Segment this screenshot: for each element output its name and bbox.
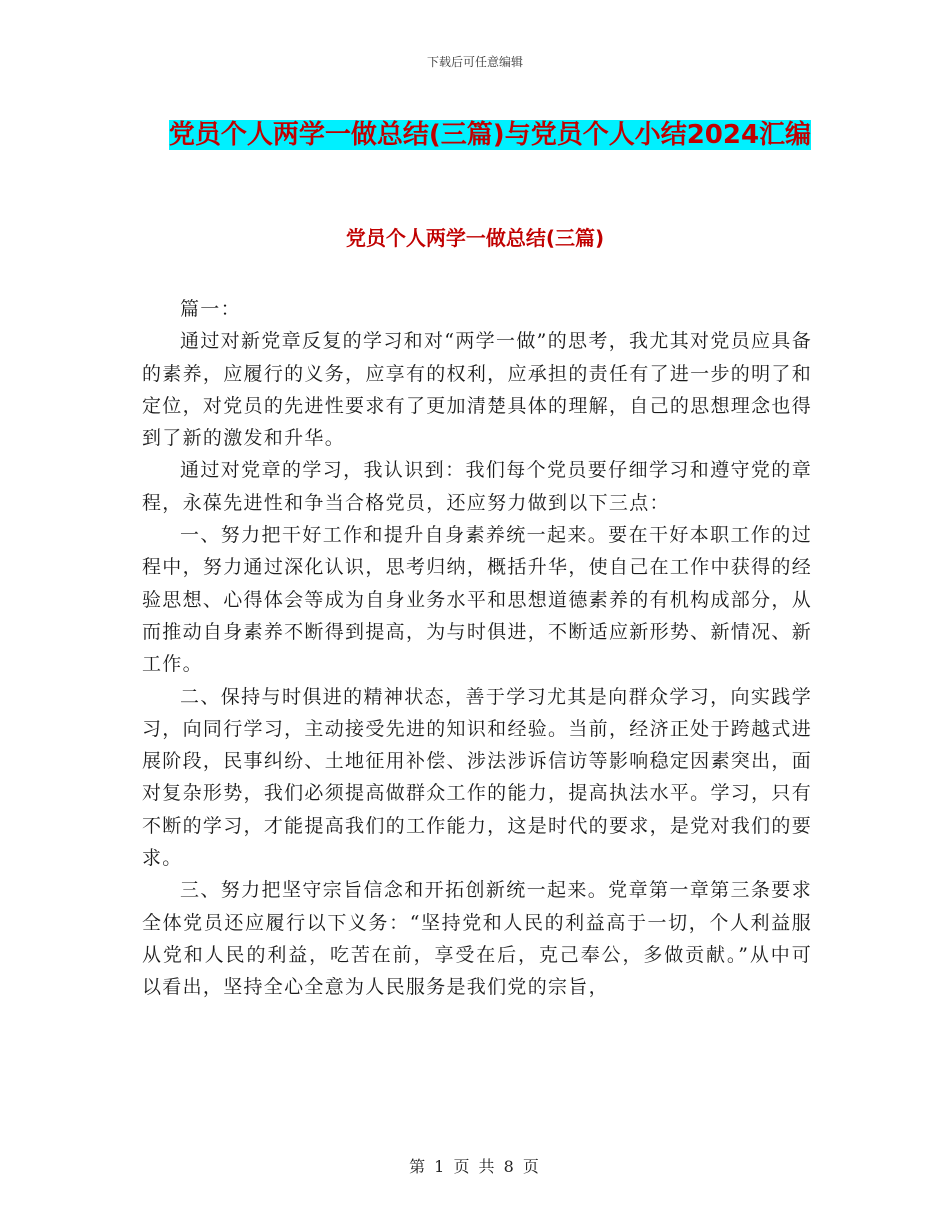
paragraph: 一、努力把干好工作和提升自身素养统一起来。要在干好本职工作的过程中，努力通过深化认识，思考归纳，概括升华，使自己在工作中获得的经验思想、心得体会等成为自身业务水平和思想道德素养的有机构成部分，从而推动自身素养不断得到提高，为与时俱进，不断适应新形势、新情况、新工作。 bbox=[142, 524, 812, 676]
page-number: 第 1 页 共 8 页 bbox=[409, 1157, 541, 1176]
document-title bbox=[150, 112, 830, 158]
paragraph: 通过对党章的学习，我认识到：我们每个党员要仔细学习和遵守党的章程，永葆先进性和争当合格党员，还应努力做到以下三点： bbox=[142, 459, 812, 514]
document-body bbox=[142, 293, 812, 1004]
document-title-text: 党员个人两学一做总结(三篇)与党员个人小结2024汇编 bbox=[168, 120, 812, 150]
paragraph: 通过对新党章反复的学习和对“两学一做”的思考，我尤其对党员应具备的素养，应履行的义务，应享有的权利，应承担的责任有了进一步的明了和定位，对党员的先进性要求有了更加清楚具体的理解，自己的思想理念也得到了新的激发和升华。 bbox=[142, 330, 812, 450]
paragraph: 篇一： bbox=[180, 298, 241, 320]
paragraph: 二、保持与时俱进的精神状态，善于学习尤其是向群众学习，向实践学习，向同行学习，主动接受先进的知识和经验。当前，经济正处于跨越式进展阶段，民事纠纷、土地征用补偿、涉法涉诉信访等影响稳定因素突出，面对复杂形势，我们必须提高做群众工作的能力，提高执法水平。学习，只有不断的学习，才能提高我们的工作能力，这是时代的要求，是党对我们的要求。 bbox=[142, 685, 812, 870]
paragraph: 三、努力把坚守宗旨信念和开拓创新统一起来。党章第一章第三条要求全体党员还应履行以下义务：“坚持党和人民的利益高于一切，个人利益服从党和人民的利益，吃苦在前，享受在后，克己奉公，多做贡献。”从中可以看出，坚持全心全意为人民服务是我们党的宗旨， bbox=[142, 879, 812, 999]
section-subtitle: 党员个人两学一做总结(三篇) bbox=[345, 226, 605, 250]
header-note: 下载后可任意编辑 bbox=[426, 55, 523, 69]
